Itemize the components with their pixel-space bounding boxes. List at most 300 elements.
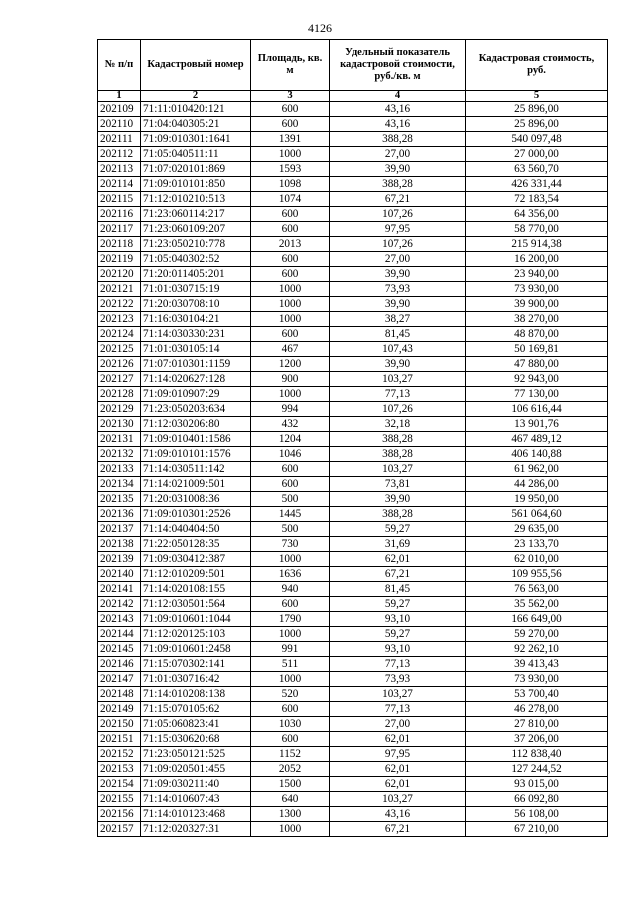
cadastral-value-cell: 39 900,00 bbox=[466, 297, 608, 312]
area-cell: 1046 bbox=[251, 447, 330, 462]
cadastral-number-cell: 71:23:060114:217 bbox=[141, 207, 251, 222]
row-number-cell: 202131 bbox=[98, 432, 141, 447]
cadastral-value-cell: 27 810,00 bbox=[466, 717, 608, 732]
cadastral-number-cell: 71:09:030412:387 bbox=[141, 552, 251, 567]
area-cell: 1000 bbox=[251, 672, 330, 687]
cadastral-value-cell: 56 108,00 bbox=[466, 807, 608, 822]
unit-value-cell: 27,00 bbox=[330, 252, 466, 267]
unit-value-cell: 39,90 bbox=[330, 297, 466, 312]
row-number-cell: 202136 bbox=[98, 507, 141, 522]
cadastral-value-cell: 467 489,12 bbox=[466, 432, 608, 447]
header-cadastral-number: Кадастровый номер bbox=[141, 40, 251, 91]
table-row bbox=[98, 327, 608, 342]
table-row bbox=[98, 462, 608, 477]
cadastral-value-cell: 109 955,56 bbox=[466, 567, 608, 582]
area-cell: 600 bbox=[251, 117, 330, 132]
cadastral-value-cell: 13 901,76 bbox=[466, 417, 608, 432]
row-number-cell: 202120 bbox=[98, 267, 141, 282]
unit-value-cell: 103,27 bbox=[330, 372, 466, 387]
table-row bbox=[98, 762, 608, 777]
cadastral-value-cell: 38 270,00 bbox=[466, 312, 608, 327]
table-row bbox=[98, 822, 608, 837]
table-row bbox=[98, 672, 608, 687]
unit-value-cell: 62,01 bbox=[330, 732, 466, 747]
unit-value-cell: 77,13 bbox=[330, 702, 466, 717]
unit-value-cell: 81,45 bbox=[330, 327, 466, 342]
table-row bbox=[98, 342, 608, 357]
header-unit-value: Удельный показатель кадастровой стоимости, руб./кв. м bbox=[330, 40, 466, 91]
table-row bbox=[98, 387, 608, 402]
row-number-cell: 202135 bbox=[98, 492, 141, 507]
table-row bbox=[98, 162, 608, 177]
row-number-cell: 202137 bbox=[98, 522, 141, 537]
cadastral-value-cell: 127 244,52 bbox=[466, 762, 608, 777]
table-row bbox=[98, 372, 608, 387]
cadastral-number-cell: 71:12:010210:513 bbox=[141, 192, 251, 207]
header-cadastral-value: Кадастровая стоимость, руб. bbox=[466, 40, 608, 91]
row-number-cell: 202134 bbox=[98, 477, 141, 492]
table-row bbox=[98, 597, 608, 612]
unit-value-cell: 38,27 bbox=[330, 312, 466, 327]
cadastral-value-cell: 37 206,00 bbox=[466, 732, 608, 747]
area-cell: 1000 bbox=[251, 627, 330, 642]
row-number-cell: 202143 bbox=[98, 612, 141, 627]
unit-value-cell: 43,16 bbox=[330, 102, 466, 117]
unit-value-cell: 93,10 bbox=[330, 642, 466, 657]
cadastral-value-cell: 540 097,48 bbox=[466, 132, 608, 147]
table-row bbox=[98, 657, 608, 672]
unit-value-cell: 77,13 bbox=[330, 657, 466, 672]
cadastral-number-cell: 71:22:050128:35 bbox=[141, 537, 251, 552]
cadastral-value-table bbox=[97, 39, 608, 837]
table-row bbox=[98, 192, 608, 207]
row-number-cell: 202118 bbox=[98, 237, 141, 252]
unit-value-cell: 81,45 bbox=[330, 582, 466, 597]
table-row bbox=[98, 717, 608, 732]
cadastral-number-cell: 71:09:010601:2458 bbox=[141, 642, 251, 657]
cadastral-value-cell: 48 870,00 bbox=[466, 327, 608, 342]
cadastral-value-cell: 19 950,00 bbox=[466, 492, 608, 507]
unit-value-cell: 39,90 bbox=[330, 162, 466, 177]
area-cell: 991 bbox=[251, 642, 330, 657]
area-cell: 1074 bbox=[251, 192, 330, 207]
cadastral-number-cell: 71:09:020501:455 bbox=[141, 762, 251, 777]
table-row bbox=[98, 642, 608, 657]
area-cell: 1500 bbox=[251, 777, 330, 792]
area-cell: 432 bbox=[251, 417, 330, 432]
area-cell: 1000 bbox=[251, 387, 330, 402]
cadastral-number-cell: 71:14:040404:50 bbox=[141, 522, 251, 537]
row-number-cell: 202154 bbox=[98, 777, 141, 792]
row-number-cell: 202125 bbox=[98, 342, 141, 357]
row-number-cell: 202130 bbox=[98, 417, 141, 432]
cadastral-number-cell: 71:12:030501:564 bbox=[141, 597, 251, 612]
area-cell: 1000 bbox=[251, 552, 330, 567]
table-row bbox=[98, 732, 608, 747]
area-cell: 1000 bbox=[251, 822, 330, 837]
area-cell: 1391 bbox=[251, 132, 330, 147]
unit-value-cell: 97,95 bbox=[330, 747, 466, 762]
area-cell: 1000 bbox=[251, 282, 330, 297]
header-row-number: № п/п bbox=[98, 40, 141, 91]
unit-value-cell: 388,28 bbox=[330, 507, 466, 522]
cadastral-number-cell: 71:14:030330:231 bbox=[141, 327, 251, 342]
row-number-cell: 202141 bbox=[98, 582, 141, 597]
row-number-cell: 202155 bbox=[98, 792, 141, 807]
unit-value-cell: 107,26 bbox=[330, 207, 466, 222]
cadastral-number-cell: 71:14:020627:128 bbox=[141, 372, 251, 387]
unit-value-cell: 67,21 bbox=[330, 567, 466, 582]
unit-value-cell: 73,93 bbox=[330, 282, 466, 297]
area-cell: 1000 bbox=[251, 147, 330, 162]
cadastral-value-cell: 76 563,00 bbox=[466, 582, 608, 597]
table-row bbox=[98, 312, 608, 327]
cadastral-number-cell: 71:05:040511:11 bbox=[141, 147, 251, 162]
area-cell: 730 bbox=[251, 537, 330, 552]
cadastral-value-cell: 426 331,44 bbox=[466, 177, 608, 192]
area-cell: 1204 bbox=[251, 432, 330, 447]
column-number: 5 bbox=[466, 91, 608, 102]
table-row bbox=[98, 237, 608, 252]
cadastral-number-cell: 71:07:010301:1159 bbox=[141, 357, 251, 372]
row-number-cell: 202119 bbox=[98, 252, 141, 267]
area-cell: 600 bbox=[251, 267, 330, 282]
row-number-cell: 202112 bbox=[98, 147, 141, 162]
cadastral-number-cell: 71:12:020327:31 bbox=[141, 822, 251, 837]
table-row bbox=[98, 747, 608, 762]
row-number-cell: 202116 bbox=[98, 207, 141, 222]
area-cell: 500 bbox=[251, 522, 330, 537]
cadastral-number-cell: 71:20:011405:201 bbox=[141, 267, 251, 282]
cadastral-value-cell: 27 000,00 bbox=[466, 147, 608, 162]
unit-value-cell: 107,26 bbox=[330, 237, 466, 252]
row-number-cell: 202146 bbox=[98, 657, 141, 672]
area-cell: 1445 bbox=[251, 507, 330, 522]
column-number-row bbox=[98, 91, 608, 102]
row-number-cell: 202138 bbox=[98, 537, 141, 552]
row-number-cell: 202122 bbox=[98, 297, 141, 312]
table-row bbox=[98, 357, 608, 372]
area-cell: 467 bbox=[251, 342, 330, 357]
cadastral-value-cell: 50 169,81 bbox=[466, 342, 608, 357]
table-row bbox=[98, 492, 608, 507]
table-row bbox=[98, 477, 608, 492]
cadastral-value-cell: 112 838,40 bbox=[466, 747, 608, 762]
unit-value-cell: 73,81 bbox=[330, 477, 466, 492]
cadastral-value-cell: 166 649,00 bbox=[466, 612, 608, 627]
table-row bbox=[98, 447, 608, 462]
unit-value-cell: 39,90 bbox=[330, 492, 466, 507]
area-cell: 600 bbox=[251, 252, 330, 267]
row-number-cell: 202147 bbox=[98, 672, 141, 687]
table-row bbox=[98, 147, 608, 162]
area-cell: 1790 bbox=[251, 612, 330, 627]
unit-value-cell: 103,27 bbox=[330, 687, 466, 702]
unit-value-cell: 77,13 bbox=[330, 387, 466, 402]
table-header-row bbox=[98, 40, 608, 91]
unit-value-cell: 388,28 bbox=[330, 432, 466, 447]
area-cell: 994 bbox=[251, 402, 330, 417]
row-number-cell: 202150 bbox=[98, 717, 141, 732]
area-cell: 500 bbox=[251, 492, 330, 507]
unit-value-cell: 388,28 bbox=[330, 177, 466, 192]
row-number-cell: 202133 bbox=[98, 462, 141, 477]
row-number-cell: 202114 bbox=[98, 177, 141, 192]
area-cell: 600 bbox=[251, 102, 330, 117]
table-row bbox=[98, 792, 608, 807]
cadastral-number-cell: 71:20:031008:36 bbox=[141, 492, 251, 507]
cadastral-number-cell: 71:01:030105:14 bbox=[141, 342, 251, 357]
cadastral-number-cell: 71:09:010601:1044 bbox=[141, 612, 251, 627]
table-row bbox=[98, 267, 608, 282]
row-number-cell: 202110 bbox=[98, 117, 141, 132]
cadastral-value-cell: 67 210,00 bbox=[466, 822, 608, 837]
unit-value-cell: 39,90 bbox=[330, 267, 466, 282]
cadastral-number-cell: 71:07:020101:869 bbox=[141, 162, 251, 177]
table-row bbox=[98, 552, 608, 567]
cadastral-value-cell: 44 286,00 bbox=[466, 477, 608, 492]
table-row bbox=[98, 627, 608, 642]
area-cell: 1098 bbox=[251, 177, 330, 192]
cadastral-number-cell: 71:09:010907:29 bbox=[141, 387, 251, 402]
unit-value-cell: 43,16 bbox=[330, 117, 466, 132]
unit-value-cell: 59,27 bbox=[330, 627, 466, 642]
row-number-cell: 202148 bbox=[98, 687, 141, 702]
header-area: Площадь, кв. м bbox=[251, 40, 330, 91]
cadastral-number-cell: 71:09:010401:1586 bbox=[141, 432, 251, 447]
area-cell: 1200 bbox=[251, 357, 330, 372]
area-cell: 900 bbox=[251, 372, 330, 387]
table-row bbox=[98, 507, 608, 522]
cadastral-value-cell: 59 270,00 bbox=[466, 627, 608, 642]
cadastral-value-cell: 215 914,38 bbox=[466, 237, 608, 252]
cadastral-number-cell: 71:01:030716:42 bbox=[141, 672, 251, 687]
cadastral-number-cell: 71:09:010101:1576 bbox=[141, 447, 251, 462]
table-row bbox=[98, 207, 608, 222]
table-row bbox=[98, 132, 608, 147]
area-cell: 1152 bbox=[251, 747, 330, 762]
unit-value-cell: 67,21 bbox=[330, 192, 466, 207]
unit-value-cell: 39,90 bbox=[330, 357, 466, 372]
row-number-cell: 202115 bbox=[98, 192, 141, 207]
row-number-cell: 202145 bbox=[98, 642, 141, 657]
area-cell: 1000 bbox=[251, 297, 330, 312]
unit-value-cell: 93,10 bbox=[330, 612, 466, 627]
cadastral-value-cell: 29 635,00 bbox=[466, 522, 608, 537]
row-number-cell: 202124 bbox=[98, 327, 141, 342]
row-number-cell: 202157 bbox=[98, 822, 141, 837]
row-number-cell: 202129 bbox=[98, 402, 141, 417]
table-row bbox=[98, 222, 608, 237]
cadastral-value-cell: 58 770,00 bbox=[466, 222, 608, 237]
table-row bbox=[98, 432, 608, 447]
unit-value-cell: 73,93 bbox=[330, 672, 466, 687]
cadastral-value-cell: 406 140,88 bbox=[466, 447, 608, 462]
column-number: 4 bbox=[330, 91, 466, 102]
area-cell: 600 bbox=[251, 327, 330, 342]
table-row bbox=[98, 612, 608, 627]
cadastral-value-cell: 63 560,70 bbox=[466, 162, 608, 177]
cadastral-number-cell: 71:12:020125:103 bbox=[141, 627, 251, 642]
unit-value-cell: 59,27 bbox=[330, 597, 466, 612]
table-row bbox=[98, 297, 608, 312]
area-cell: 511 bbox=[251, 657, 330, 672]
area-cell: 1300 bbox=[251, 807, 330, 822]
area-cell: 600 bbox=[251, 222, 330, 237]
unit-value-cell: 103,27 bbox=[330, 462, 466, 477]
cadastral-value-cell: 23 940,00 bbox=[466, 267, 608, 282]
unit-value-cell: 103,27 bbox=[330, 792, 466, 807]
row-number-cell: 202140 bbox=[98, 567, 141, 582]
table-row bbox=[98, 252, 608, 267]
cadastral-value-cell: 39 413,43 bbox=[466, 657, 608, 672]
row-number-cell: 202126 bbox=[98, 357, 141, 372]
row-number-cell: 202144 bbox=[98, 627, 141, 642]
unit-value-cell: 107,26 bbox=[330, 402, 466, 417]
unit-value-cell: 388,28 bbox=[330, 447, 466, 462]
area-cell: 2052 bbox=[251, 762, 330, 777]
cadastral-value-cell: 73 930,00 bbox=[466, 672, 608, 687]
unit-value-cell: 32,18 bbox=[330, 417, 466, 432]
table-row bbox=[98, 537, 608, 552]
area-cell: 600 bbox=[251, 477, 330, 492]
cadastral-number-cell: 71:14:010607:43 bbox=[141, 792, 251, 807]
row-number-cell: 202117 bbox=[98, 222, 141, 237]
area-cell: 600 bbox=[251, 597, 330, 612]
table-row bbox=[98, 402, 608, 417]
cadastral-value-cell: 16 200,00 bbox=[466, 252, 608, 267]
row-number-cell: 202123 bbox=[98, 312, 141, 327]
area-cell: 600 bbox=[251, 702, 330, 717]
table-row bbox=[98, 102, 608, 117]
cadastral-number-cell: 71:01:030715:19 bbox=[141, 282, 251, 297]
cadastral-value-cell: 47 880,00 bbox=[466, 357, 608, 372]
cadastral-value-cell: 106 616,44 bbox=[466, 402, 608, 417]
unit-value-cell: 388,28 bbox=[330, 132, 466, 147]
row-number-cell: 202113 bbox=[98, 162, 141, 177]
row-number-cell: 202149 bbox=[98, 702, 141, 717]
row-number-cell: 202156 bbox=[98, 807, 141, 822]
cadastral-value-cell: 25 896,00 bbox=[466, 102, 608, 117]
row-number-cell: 202151 bbox=[98, 732, 141, 747]
cadastral-value-cell: 72 183,54 bbox=[466, 192, 608, 207]
cadastral-value-cell: 35 562,00 bbox=[466, 597, 608, 612]
cadastral-value-cell: 53 700,40 bbox=[466, 687, 608, 702]
page-number: 4126 bbox=[308, 21, 332, 35]
unit-value-cell: 43,16 bbox=[330, 807, 466, 822]
cadastral-number-cell: 71:20:030708:10 bbox=[141, 297, 251, 312]
cadastral-value-cell: 64 356,00 bbox=[466, 207, 608, 222]
cadastral-number-cell: 71:12:010209:501 bbox=[141, 567, 251, 582]
cadastral-value-cell: 23 133,70 bbox=[466, 537, 608, 552]
cadastral-value-cell: 93 015,00 bbox=[466, 777, 608, 792]
row-number-cell: 202111 bbox=[98, 132, 141, 147]
unit-value-cell: 62,01 bbox=[330, 552, 466, 567]
table-row bbox=[98, 282, 608, 297]
area-cell: 1593 bbox=[251, 162, 330, 177]
cadastral-number-cell: 71:05:060823:41 bbox=[141, 717, 251, 732]
unit-value-cell: 97,95 bbox=[330, 222, 466, 237]
cadastral-value-cell: 73 930,00 bbox=[466, 282, 608, 297]
cadastral-number-cell: 71:12:030206:80 bbox=[141, 417, 251, 432]
area-cell: 1000 bbox=[251, 312, 330, 327]
area-cell: 2013 bbox=[251, 237, 330, 252]
cadastral-number-cell: 71:14:010123:468 bbox=[141, 807, 251, 822]
cadastral-number-cell: 71:14:020108:155 bbox=[141, 582, 251, 597]
cadastral-number-cell: 71:23:050121:525 bbox=[141, 747, 251, 762]
cadastral-value-cell: 561 064,60 bbox=[466, 507, 608, 522]
area-cell: 1030 bbox=[251, 717, 330, 732]
cadastral-number-cell: 71:05:040302:52 bbox=[141, 252, 251, 267]
cadastral-number-cell: 71:16:030104:21 bbox=[141, 312, 251, 327]
row-number-cell: 202152 bbox=[98, 747, 141, 762]
cadastral-number-cell: 71:09:010301:1641 bbox=[141, 132, 251, 147]
table-row bbox=[98, 687, 608, 702]
cadastral-value-cell: 46 278,00 bbox=[466, 702, 608, 717]
cadastral-number-cell: 71:23:050203:634 bbox=[141, 402, 251, 417]
row-number-cell: 202153 bbox=[98, 762, 141, 777]
area-cell: 600 bbox=[251, 462, 330, 477]
cadastral-value-cell: 92 943,00 bbox=[466, 372, 608, 387]
unit-value-cell: 59,27 bbox=[330, 522, 466, 537]
cadastral-number-cell: 71:23:050210:778 bbox=[141, 237, 251, 252]
area-cell: 600 bbox=[251, 732, 330, 747]
unit-value-cell: 62,01 bbox=[330, 762, 466, 777]
area-cell: 520 bbox=[251, 687, 330, 702]
cadastral-number-cell: 71:11:010420:121 bbox=[141, 102, 251, 117]
cadastral-value-cell: 77 130,00 bbox=[466, 387, 608, 402]
unit-value-cell: 107,43 bbox=[330, 342, 466, 357]
cadastral-value-cell: 61 962,00 bbox=[466, 462, 608, 477]
cadastral-number-cell: 71:15:030620:68 bbox=[141, 732, 251, 747]
table-row bbox=[98, 567, 608, 582]
cadastral-number-cell: 71:04:040305:21 bbox=[141, 117, 251, 132]
column-number: 1 bbox=[98, 91, 141, 102]
table-row bbox=[98, 522, 608, 537]
row-number-cell: 202127 bbox=[98, 372, 141, 387]
cadastral-value-cell: 62 010,00 bbox=[466, 552, 608, 567]
table-row bbox=[98, 807, 608, 822]
table-row bbox=[98, 417, 608, 432]
cadastral-value-cell: 66 092,80 bbox=[466, 792, 608, 807]
table-body bbox=[98, 102, 608, 837]
table-row bbox=[98, 117, 608, 132]
row-number-cell: 202109 bbox=[98, 102, 141, 117]
cadastral-number-cell: 71:14:021009:501 bbox=[141, 477, 251, 492]
unit-value-cell: 27,00 bbox=[330, 147, 466, 162]
unit-value-cell: 27,00 bbox=[330, 717, 466, 732]
area-cell: 940 bbox=[251, 582, 330, 597]
unit-value-cell: 62,01 bbox=[330, 777, 466, 792]
cadastral-value-cell: 92 262,10 bbox=[466, 642, 608, 657]
cadastral-number-cell: 71:09:010101:850 bbox=[141, 177, 251, 192]
row-number-cell: 202132 bbox=[98, 447, 141, 462]
row-number-cell: 202128 bbox=[98, 387, 141, 402]
cadastral-number-cell: 71:23:060109:207 bbox=[141, 222, 251, 237]
cadastral-number-cell: 71:15:070302:141 bbox=[141, 657, 251, 672]
unit-value-cell: 67,21 bbox=[330, 822, 466, 837]
cadastral-number-cell: 71:14:010208:138 bbox=[141, 687, 251, 702]
cadastral-number-cell: 71:15:070105:62 bbox=[141, 702, 251, 717]
row-number-cell: 202142 bbox=[98, 597, 141, 612]
column-number: 3 bbox=[251, 91, 330, 102]
cadastral-number-cell: 71:09:030211:40 bbox=[141, 777, 251, 792]
area-cell: 1636 bbox=[251, 567, 330, 582]
table-row bbox=[98, 702, 608, 717]
cadastral-number-cell: 71:09:010301:2526 bbox=[141, 507, 251, 522]
row-number-cell: 202139 bbox=[98, 552, 141, 567]
table-row bbox=[98, 582, 608, 597]
